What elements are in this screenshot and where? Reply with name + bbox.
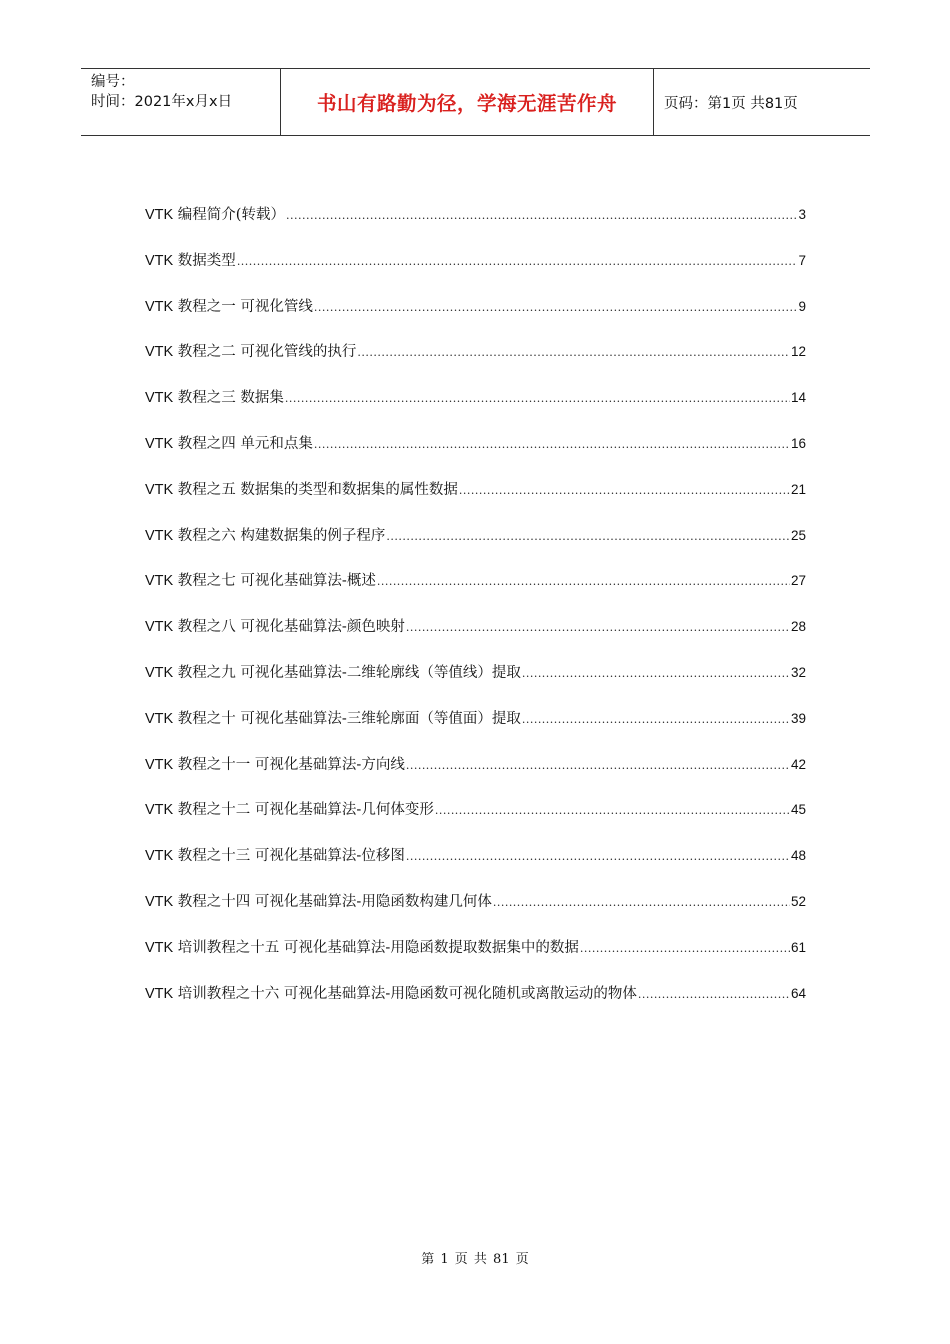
toc-entry-page: 28 bbox=[790, 619, 806, 635]
toc-entry[interactable] bbox=[145, 707, 806, 753]
toc-entry-text: 教程之四 单元和点集 bbox=[173, 435, 313, 452]
toc-entry-title bbox=[145, 982, 637, 1003]
toc-entry-prefix: VTK bbox=[145, 481, 174, 498]
toc-entry-page: 64 bbox=[790, 985, 806, 1001]
toc-entry-title bbox=[145, 569, 376, 590]
toc-entry[interactable] bbox=[145, 753, 806, 799]
toc-entry[interactable] bbox=[145, 982, 806, 1028]
toc-entry-title bbox=[145, 707, 521, 728]
header-page-info: 页码：第1页 共81页 bbox=[664, 95, 798, 112]
toc-entry-text: 教程之十二 可视化基础算法-几何体变形 bbox=[173, 802, 434, 819]
toc-leader-dots bbox=[377, 575, 790, 588]
toc-entry-page: 9 bbox=[798, 298, 806, 314]
toc-entry-text: 教程之九 可视化基础算法-二维轮廓线（等值线）提取 bbox=[173, 664, 521, 681]
toc-entry-text: 教程之八 可视化基础算法-颜色映射 bbox=[173, 619, 405, 636]
toc-entry-prefix: VTK bbox=[145, 298, 174, 315]
time-label: 时间：2021年x月x日 bbox=[91, 94, 233, 110]
toc-leader-dots bbox=[285, 392, 790, 405]
toc-entry[interactable] bbox=[145, 798, 806, 844]
toc-entry-text: 教程之十 可视化基础算法-三维轮廓面（等值面）提取 bbox=[173, 710, 521, 727]
toc-entry-page: 27 bbox=[790, 573, 806, 589]
toc-entry-prefix: VTK bbox=[145, 344, 174, 361]
toc-entry-prefix: VTK bbox=[145, 802, 174, 819]
toc-entry[interactable] bbox=[145, 203, 806, 249]
toc-leader-dots bbox=[286, 209, 798, 222]
toc-entry-text: 教程之七 可视化基础算法-概述 bbox=[173, 573, 376, 590]
toc-entry-prefix: VTK bbox=[145, 893, 174, 910]
toc-entry-title bbox=[145, 203, 285, 224]
toc-entry-text: 教程之六 构建数据集的例子程序 bbox=[173, 527, 386, 544]
toc-entry-prefix: VTK bbox=[145, 939, 174, 956]
toc-entry[interactable] bbox=[145, 524, 806, 570]
toc-entry[interactable] bbox=[145, 295, 806, 341]
toc-leader-dots bbox=[406, 759, 790, 772]
document-header bbox=[81, 68, 870, 136]
toc-entry[interactable] bbox=[145, 249, 806, 295]
toc-entry-text: 数据类型 bbox=[173, 252, 236, 269]
toc-entry-title bbox=[145, 753, 405, 774]
toc-entry-prefix: VTK bbox=[145, 390, 174, 407]
toc-leader-dots bbox=[237, 255, 798, 268]
page-footer: 第 1 页 共 81 页 bbox=[421, 1252, 529, 1267]
toc-entry[interactable] bbox=[145, 478, 806, 524]
toc-entry-prefix: VTK bbox=[145, 252, 174, 269]
header-motto: 书山有路勤为径，学海无涯苦作舟 bbox=[281, 69, 654, 135]
toc-entry-page: 48 bbox=[790, 848, 806, 864]
toc-entry[interactable] bbox=[145, 340, 806, 386]
toc-entry-title bbox=[145, 295, 313, 316]
toc-entry-title bbox=[145, 340, 356, 361]
number-label: 编号： bbox=[91, 74, 135, 90]
toc-entry-text: 教程之二 可视化管线的执行 bbox=[173, 344, 357, 361]
toc-entry-page: 7 bbox=[798, 252, 806, 268]
header-meta-cell bbox=[81, 69, 281, 135]
toc-entry-page: 61 bbox=[790, 939, 806, 955]
toc-leader-dots bbox=[314, 438, 790, 451]
toc-entry-page: 3 bbox=[798, 207, 806, 222]
toc-entry-prefix: VTK bbox=[145, 619, 174, 636]
toc-entry-text: 编程简介(转载） bbox=[173, 207, 285, 223]
toc-leader-dots bbox=[435, 804, 790, 817]
toc-entry-title bbox=[145, 798, 434, 819]
toc-leader-dots bbox=[314, 301, 798, 314]
toc-entry-title bbox=[145, 386, 284, 407]
toc-entry-text: 培训教程之十五 可视化基础算法-用隐函数提取数据集中的数据 bbox=[173, 939, 579, 956]
toc-entry-page: 39 bbox=[790, 710, 806, 726]
toc-entry-prefix: VTK bbox=[145, 756, 174, 773]
toc-entry-prefix: VTK bbox=[145, 848, 174, 865]
toc-entry-text: 教程之三 数据集 bbox=[173, 390, 284, 407]
table-of-contents bbox=[145, 203, 806, 1027]
toc-entry[interactable] bbox=[145, 890, 806, 936]
toc-leader-dots bbox=[493, 896, 790, 909]
toc-entry-prefix: VTK bbox=[145, 435, 174, 452]
toc-entry-page: 52 bbox=[790, 893, 806, 909]
toc-entry[interactable] bbox=[145, 844, 806, 890]
toc-entry-text: 培训教程之十六 可视化基础算法-用隐函数可视化随机或离散运动的物体 bbox=[173, 985, 637, 1002]
toc-entry-title bbox=[145, 249, 236, 270]
toc-leader-dots bbox=[522, 667, 790, 680]
toc-entry[interactable] bbox=[145, 661, 806, 707]
toc-entry-page: 14 bbox=[790, 390, 806, 406]
toc-entry-title bbox=[145, 936, 579, 957]
toc-leader-dots bbox=[357, 346, 790, 359]
toc-entry-title bbox=[145, 661, 521, 682]
toc-entry-prefix: VTK bbox=[145, 527, 174, 544]
toc-leader-dots bbox=[386, 530, 790, 543]
toc-entry-page: 42 bbox=[790, 756, 806, 772]
toc-entry-title bbox=[145, 844, 405, 865]
toc-leader-dots bbox=[580, 942, 790, 955]
toc-entry[interactable] bbox=[145, 386, 806, 432]
toc-entry-title bbox=[145, 890, 492, 911]
toc-entry-page: 21 bbox=[790, 481, 806, 497]
toc-leader-dots bbox=[406, 621, 790, 634]
toc-leader-dots bbox=[522, 713, 790, 726]
toc-entry[interactable] bbox=[145, 936, 806, 982]
toc-entry-page: 16 bbox=[790, 435, 806, 451]
toc-entry-text: 教程之五 数据集的类型和数据集的属性数据 bbox=[173, 481, 458, 498]
toc-entry-prefix: VTK bbox=[145, 664, 174, 681]
toc-entry-text: 教程之一 可视化管线 bbox=[173, 298, 313, 315]
toc-entry-prefix: VTK bbox=[145, 573, 174, 590]
toc-entry-text: 教程之十三 可视化基础算法-位移图 bbox=[173, 848, 405, 865]
toc-entry[interactable] bbox=[145, 432, 806, 478]
toc-entry[interactable] bbox=[145, 569, 806, 615]
toc-entry-page: 45 bbox=[790, 802, 806, 818]
toc-entry-prefix: VTK bbox=[145, 207, 174, 223]
toc-entry-text: 教程之十四 可视化基础算法-用隐函数构建几何体 bbox=[173, 893, 492, 910]
toc-entry-prefix: VTK bbox=[145, 985, 174, 1002]
toc-leader-dots bbox=[638, 988, 790, 1001]
toc-entry-title bbox=[145, 478, 458, 499]
toc-entry-title bbox=[145, 615, 405, 636]
toc-entry-text: 教程之十一 可视化基础算法-方向线 bbox=[173, 756, 405, 773]
toc-entry-prefix: VTK bbox=[145, 710, 174, 727]
toc-entry-page: 12 bbox=[790, 344, 806, 360]
toc-entry[interactable] bbox=[145, 615, 806, 661]
toc-entry-title bbox=[145, 524, 385, 545]
toc-leader-dots bbox=[406, 850, 790, 863]
toc-leader-dots bbox=[459, 484, 790, 497]
toc-entry-page: 32 bbox=[790, 664, 806, 680]
toc-entry-title bbox=[145, 432, 313, 453]
toc-entry-page: 25 bbox=[790, 527, 806, 543]
